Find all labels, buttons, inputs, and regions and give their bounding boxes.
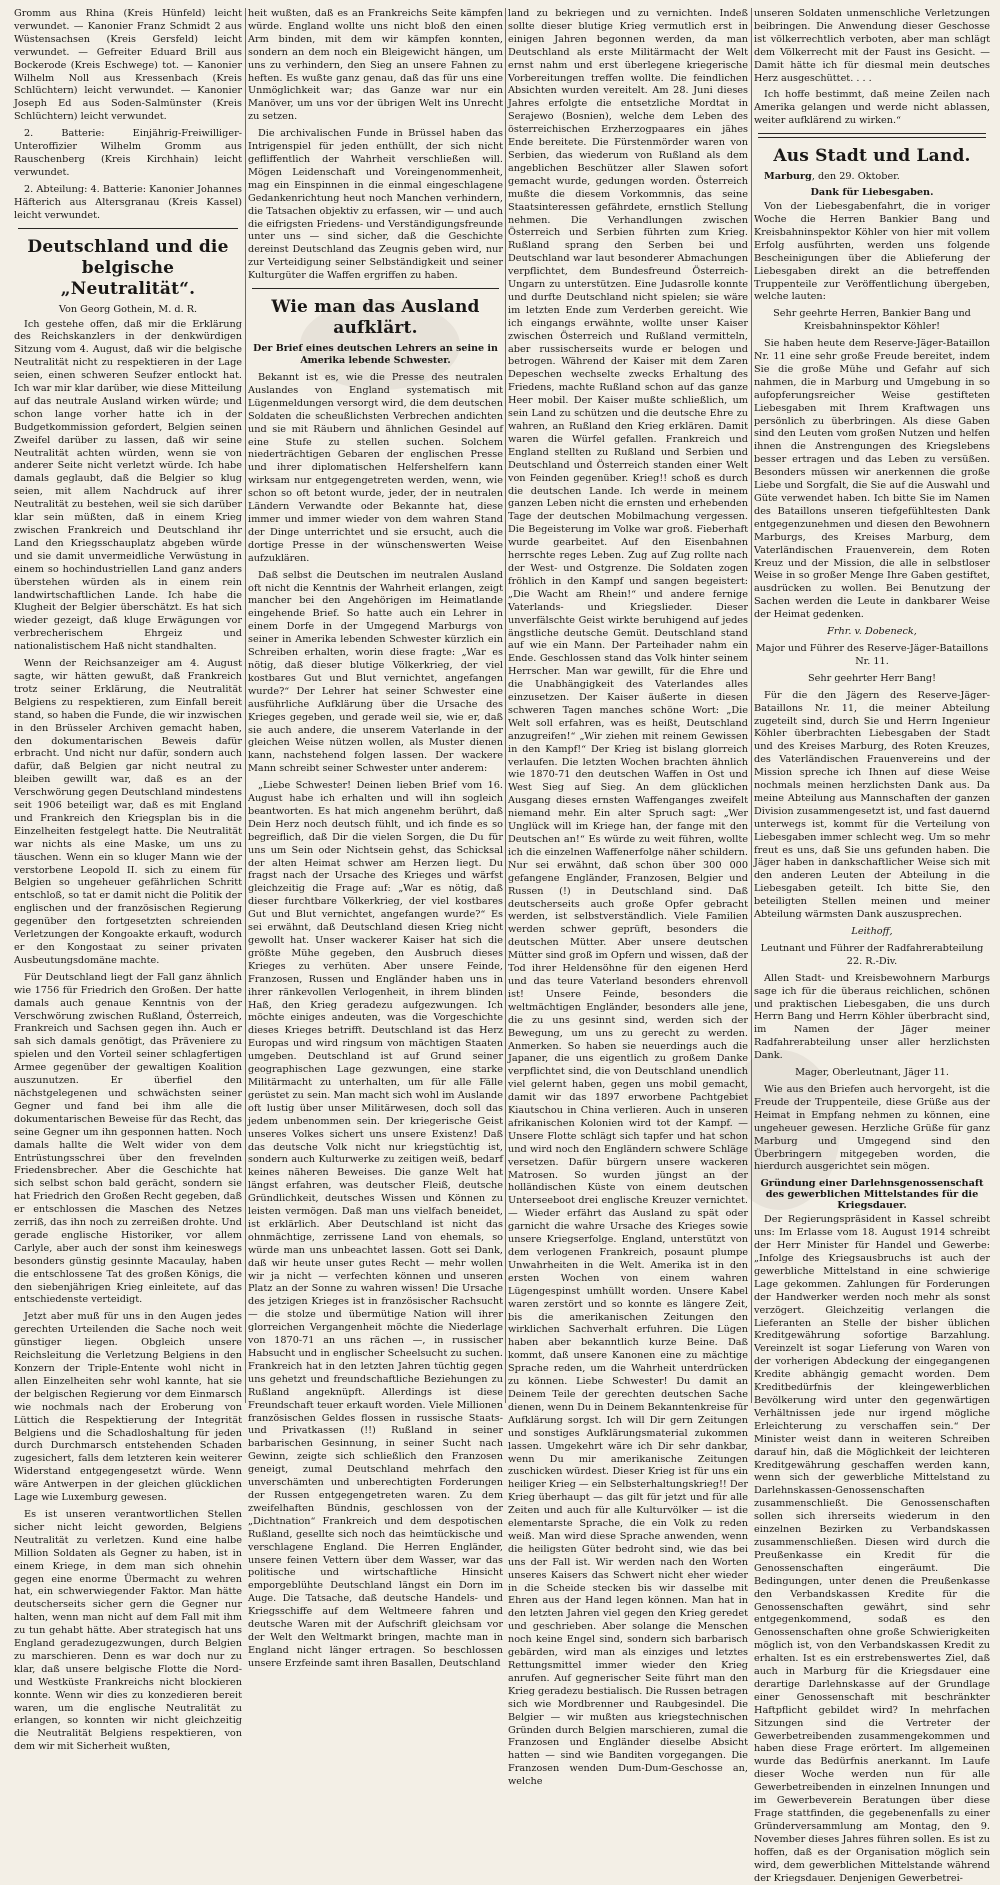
article-paragraph: Wenn der Reichsanzeiger am 4. August sagte, wir hätten gewußt, daß Frankreich trotz seiner Erklärung, die Neutralität Belgiens zu respektieren, zum Einfall bereit stand, so haben die Funde, die wir inzwischen in den Brüsseler Archiven gemacht haben, den dokumentarischen Beweis dafür erbracht. Und nicht nur dafür, sondern auch dafür, daß Belgien gar nicht neutral zu bleiben gewillt war, daß es an der Verschwörung gegen Deutschland mindestens seit 1906 beteiligt war, daß es mit England und Frankreich den Kriegsplan bis in die Einzelheiten festgelegt hatte. Die Neutralität war nichts als eine Maske, um uns zu täuschen. Wenn ein so kluger Mann wie der verstorbene Leopold II. sich zu einem für Belgien so ungeheuer gefährlichen Schritt entschloß, so tat er damit nicht die Politik der englischen und der französischen Regierung gegenüber den fortgesetzten schreienden Verletzungen der Kongoakte erkauft, wodurch er den Kongostaat zu seiner privaten Ausbeutungsdomäne machte.	[14, 658, 242, 966]
article-byline: Von Georg Gothein, M. d. R.	[58, 303, 198, 315]
article-paragraph: heit wußten, daß es an Frankreichs Seite kämpfen würde. England wollte uns nicht bloß den einen Arm binden, mit dem wir kämpfen konnten, sondern an dem noch ein Bleigewicht hängen, um uns zu verhindern, den Sieg an unsere Fahnen zu heften. Es wußte ganz genau, daß das für uns eine Unmöglichkeit war; das Ganze war nur ein Manöver, um uns vor der übrigen Welt ins Unrecht zu setzen.	[248, 8, 503, 123]
dateline	[754, 171, 990, 184]
news-paragraph: Von der Liebesgabenfahrt, die in voriger Woche die Herren Bankier Bang und Kreisbahninspektor Köhler von hier mit vollem Erfolg ausführten, werden uns folgende Bescheinigungen über die Ablieferung der Liebesgaben direkt an die betreffenden Truppenteile zur Veröffentlichung übergeben, welche lauten:	[754, 201, 990, 303]
letter-signature-title: Leutnant und Führer der Radfahrerabteilung 22. R.-Div.	[760, 942, 984, 967]
column-rule	[245, 8, 246, 1403]
letter-paragraph: Allen Stadt- und Kreisbewohnern Marburgs sage ich für die überaus reichlichen, schönen und praktischen Liebesgaben, die uns durch Herrn Bang und Herrn Köhler überbracht sind, im Namen der Jäger meiner Radfahrerabteilung unser aller herzlichsten Dank.	[754, 972, 990, 1062]
section-headline: Aus Stadt und Land.	[773, 146, 971, 167]
letter-paragraph: Ich hoffe bestimmt, daß meine Zeilen nach Amerika gelangen und werde nicht ablassen, weiter aufklärend zu wirken.“	[754, 89, 990, 127]
letter-salutation: Sehr geehrte Herren, Bankier Bang und Kreisbahninspektor Köhler!	[773, 308, 971, 333]
letter-paragraph: Sie haben heute dem Reserve-Jäger-Bataillon Nr. 11 eine sehr große Freude bereitet, indem Sie die große Mühe und Gefahr auf sich nahmen, die in Marburg und Umgebung in so aufopferungsreicher Weise gestifteten Liebesgaben mit Ihrem Kraftwagen uns persönlich zu überbringen. Als diese Gaben sind den Leuten vom großen Nutzen und helfen ihnen die Anstrengungen des Kriegslebens besser ertragen und das Leben zu versüßen. Besonders müssen wir anerkennen die große Liebe und Sorgfalt, die Sie auf die Auswahl und Güte verwendet haben. Ich bitte Sie im Namen des Bataillons unseren tiefgefühltesten Dank entgegenzunehmen und diesen den Bewohnern Marburgs, des Kreises Marburg, dem Vaterländischen Frauenverein, dem Roten Kreuz und der Mission, die alle in selbstloser Weise in so großer Menge Ihre Gaben gestiftet, ausdrücken zu wollen. Bei Benutzung der Sachen werden die Leute in dankbarer Weise der Heimat gedenken.	[754, 338, 990, 621]
letter-paragraph: unseren Soldaten unmenschliche Verletzungen beibringen. Die Anwendung dieser Geschosse ist völkerrechtlich verboten, aber man schlägt dem Völkerrecht mit der Faust ins Gesicht. — Damit hätte ich für diesmal mein deutsches Herz ausgeschüttet. . . .	[754, 8, 990, 84]
news-subheading: Dank für Liebesgaben.	[810, 187, 934, 199]
divider	[758, 133, 986, 138]
casualty-list-text: Gromm aus Rhina (Kreis Hünfeld) leicht verwundet. — Kanonier Franz Schmidt 2 aus Wüstensachsen (Kreis Gersfeld) leicht verwundet. — Gefreiter Eduard Brill aus Bockerode (Kreis Eschwege) tot. — Kanonier Wilhelm Noll aus Kressenbach (Kreis Schlüchtern) leicht verwundet. — Kanonier Joseph Ed aus Soden-Salmünster (Kreis Schlüchtern) leicht verwundet.	[14, 8, 242, 123]
casualty-list-text: 2. Abteilung: 4. Batterie: Kanonier Johannes Häfterich aus Altersgranau (Kreis Kassel) leicht verwundet.	[14, 183, 242, 221]
article-paragraph: Für Deutschland liegt der Fall ganz ähnlich wie 1756 für Friedrich den Großen. Der hatte damals auch genaue Kenntnis von der Verschwörung zwischen Rußland, Österreich, Frankreich und Sachsen gegen ihn. Auch er sah sich damals genötigt, das Präveniere zu spielen und den Vorteil seiner schlagfertigen Armee gegenüber der gewaltigen Koalition auszunutzen. Er überfiel den nächstgelegenen und schwächsten seiner Gegner und fand bei ihm alle die dokumentarischen Beweise für das Recht, das seine Gegner um ihn gesponnen hatten. Noch damals hallte die Welt wider von dem Entrüstungsschrei über den frevelnden Friedensbrecher. Aber die Geschichte hat sich selbst schon bald gerächt, sondern sie hat Friedrich den Großen Recht gegeben, daß er entschlossen die Maschen des Netzes zerriß, das ihn noch zu zerreißen drohte. Und gerade englische Historiker, vor allem Carlyle, aber auch der sonst ihm keineswegs besonders günstig gesinnte Macaulay, haben die entschlossene Tat des großen Königs, die den siebenjährigen Krieg einleitete, auf das entschiedenste verteidigt.	[14, 971, 242, 1306]
column-2	[248, 8, 503, 1669]
news-paragraph: Wie aus den Briefen auch hervorgeht, ist die Freude der Truppenteile, diese Grüße aus der Heimat in Empfang nehmen zu können, eine ungeheuer gewesen. Herzliche Grüße für ganz Marburg und Umgegend sind den Überbringern mitgegeben worden, die hierdurch ausgerichtet sein mögen.	[754, 1083, 990, 1173]
letter-signature: Mager, Oberleutnant, Jäger 11.	[795, 1067, 949, 1079]
column-rule	[751, 8, 752, 1403]
article-lead: Der Brief eines deutschen Lehrers an seine in Amerika lebende Schwester.	[253, 343, 498, 367]
letter-salutation: Sehr geehrter Herr Bang!	[808, 672, 936, 684]
article-headline: Deutschland und die belgische „Neutralität“.	[27, 236, 229, 299]
dateline-place: Marburg	[764, 171, 812, 183]
column-rule	[505, 8, 506, 1403]
column-4	[754, 8, 990, 1884]
article-paragraph: Es ist unseren verantwortlichen Stellen sicher nicht leicht geworden, Belgiens Neutralität zu verletzen. Kund eine halbe Million Soldaten als Gegner zu haben, ist in einem Kriege, in dem man sich ohnehin gegen eine enorme Übermacht zu wehren hat, ein schwerwiegender Faktor. Man hätte deutscherseits sicher gern die Gegner nur halten, wenn man nicht auf dem Fall mit ihm zu tun gehabt hätte. Aber strategisch hat uns England geradezugezwungen, durch Belgien zu marschieren. Denn es war doch nur zu klar, daß unsere belgische Flotte die Nord- und Westküste Frankreichs nicht blockieren konnte. Wenn wir dies zu konzedieren bereit waren, um die englische Neutralität zu erlangen, so konnten wir nicht gleichzeitig die Neutralität Belgiens respektieren, von dem wir mit Sicherheit wußten,	[14, 1508, 242, 1753]
column-3	[508, 8, 748, 1788]
divider	[252, 288, 499, 289]
news-subheading: Gründung einer Darlehnsgenossenschaft des gewerblichen Mittelstandes für die Kriegsdauer.	[760, 1178, 984, 1212]
article-paragraph: Daß selbst die Deutschen im neutralen Ausland oft nicht die Kenntnis der Wahrheit erlangen, zeigt mancher bei den Angehörigen im Heimatlande eingehende Brief. So hatte auch ein Lehrer in einem Dorfe in der Umgegend Marburgs von seiner in Amerika lebenden Schwester kürzlich ein Schreiben erhalten, worin diese fragte: „War es nötig, daß dieser blutige Völkerkrieg, der viel kostbares Gut und Blut vernichtet, angefangen wurde?“ Der Lehrer hat seiner Schwester eine ausführliche Aufklärung über die Ursache des Krieges gegeben, und gerade weil sie, wie er, daß sie auch andere, die unserem Vaterlande in der gleichen Weise nützen wollen, als Muster dienen kann, nachstehend folgen lassen. Der wackere Mann schreibt seiner Schwester unter anderem:	[248, 569, 503, 775]
divider	[18, 228, 238, 229]
letter-paragraph: „Liebe Schwester! Deinen lieben Brief vom 16. August habe ich erhalten und will ihn sogleich beantworten. Es hat mich angenehm berührt, daß Dein Herz noch deutsch fühlt, und ich finde es so begreiflich, daß Dir die vielen Sorgen, die Du für uns um Sein oder Nichtsein gehst, das Schicksal der alten Heimat schwer am Herzen liegt. Du fragst nach der Ursache des Krieges und wärfst gleichzeitig die Frage auf: „War es nötig, daß dieser furchtbare Völkerkrieg, der viel kostbares Gut und Blut vernichtet, angefangen wurde?“ Es sei erwähnt, daß Deutschland diesen Krieg nicht gewollt hat. Unser wackerer Kaiser hat sich die größte Mühe gegeben, den Ausbruch dieses Krieges zu verhüten. Aber unsere Feinde, Franzosen, Russen und Engländer haben uns in ihrer ränkevollen Verlogenheit, in ihrem blinden Haß, den Krieg geradezu aufgezwungen. Ich möchte einiges andeuten, was die Vorgeschichte dieses Krieges betrifft. Deutschland ist das Herz Europas und wird ringsum von mächtigen Staaten umgeben. Deutschland ist auf Grund seiner geographischen Lage gezwungen, eine starke Militärmacht zu unterhalten, um für alle Fälle gerüstet zu sein. Man macht sich wohl im Auslande oft lustig über unser Militärwesen, doch soll das jedem unbenommen sein. Der kriegerische Geist unseres Volkes sichert uns unsere Existenz! Daß das deutsche Volk nicht nur kriegstüchtig ist, sondern auch Kulturwerke zu zeitigen weiß, bedarf keines näheren Beweises. Die ganze Welt hat längst erfahren, was deutscher Fleiß, deutsche Gründlichkeit, deutsches Wissen und Können zu leisten vermögen. Daß man uns vielfach beneidet, ist erklärlich. Aber Deutschland ist nicht das ohnmächtige, zerrissene Land von ehemals, so würde man uns unbeachtet lassen. Gott sei Dank, daß wir heute unser gutes Recht — mehr wollen wir ja nicht — verfechten können und unseren Platz an der Sonne zu wahren wissen! Die Ursache des jetzigen Krieges ist in französischer Rachsucht — die stolze und übermütige Nation will ihrer glorreichen Vergangenheit möchte die Niederlage von 1870-71 an uns rächen —, in russischer Habsucht und in englischer Scheelsucht zu suchen. Frankreich hat in den letzten Jahren tüchtig gegen uns gehetzt und freundschaftliche Beziehungen zu Rußland angeknüpft. Allerdings ist diese Freundschaft teuer erkauft worden. Viele Millionen französischen Geldes flossen in russische Staats- und Privatkassen (!!) Rußland in seiner barbarischen Gesinnung, in seiner Sucht nach Gewinn, zeigte sich schließlich den Franzosen geneigt, zumal Deutschland mehrfach den unverschämten und unberechtigten Forderungen der Russen entgegengetreten waren. Zu dem zweifelhaften Bündnis, geschlossen von der „Dichtnation“ Frankreich und dem despotischen Rußland, gesellte sich noch das heimtückische und verschlagene England. Die Herren Engländer, unsere feinen Vettern über dem Wasser, war das politische und wirtschaftliche Hinsicht emporgeblühte Deutschland längst ein Dorn im Auge. Die Tatsache, daß deutsche Handels- und Kriegsschiffe auf dem Weltmeere fahren und deutsche Waren mit der Aufschrift gleichsam vor der Welt den Weltmarkt bringen, machte man in England nicht länger ertragen. So beschlossen unsere Erzfeinde samt ihren Basallen, Deutschland	[248, 780, 503, 1669]
article-paragraph: Jetzt aber muß für uns in den Augen jedes gerechten Urteilenden die Sache noch weit günstiger liegen. Obgleich unsere Reichsleitung die Verletzung Belgiens in den Konzern der Triple-Entente wohl nicht in allen Einzelheiten sehr wohl kannte, hat sie der belgischen Regierung vor dem Einmarsch wie nochmals nach der Eroberung von Lüttich die Respektierung der Integrität Belgiens und die Schadloshaltung für jeden durch Durchmarsch entstehenden Schaden zugesichert, falls dem letzteren kein weiterer Widerstand entgegengesetzt würde. Wenn wäre Antwerpen in der gleichen glücklichen Lage wie Luxemburg gewesen.	[14, 1311, 242, 1504]
article-paragraph: Ich gestehe offen, daß mir die Erklärung des Reichskanzlers in der denkwürdigen Sitzung vom 4. August, daß wir die belgische Neutralität nicht zu respektieren in der Lage seien, einen schweren Seufzer entlockt hat. Ich war mir klar darüber, wie diese Mitteilung auf das neutrale Ausland wirken würde; und schon lange vorher hatte ich in der Budgetkommission gefordert, Belgien seinen Zweifel darüber zu lassen, daß wir seine Neutralität achten würden, wenn sie von anderer Seite nicht verletzt würde. Ich habe damals geglaubt, daß die Belgier so klug seien, mit allem Nachdruck auf ihrer Neutralität zu bestehen, weil sie sich darüber klar sein müßten, daß in einem Krieg zwischen Frankreich und Deutschland ihr Land den Kriegsschauplatz abgeben würde und sie damit unvermeidliche Verwüstung in einem so hochindustriellen Land ganz anders überstehen würden als in einem rein landwirtschaftlichen Lande. Ich habe die Klugheit der Belgier überschätzt. Es hat sich wieder gezeigt, daß kluge Erwägungen vor verbrecherischem Ehrgeiz und nationalistischem Haß nicht standhalten.	[14, 318, 242, 653]
article-paragraph: Bekannt ist es, wie die Presse des neutralen Auslandes von England systematisch mit Lügenmeldungen versorgt wird, die dem deutschen Soldaten die scheußlichsten Verbrechen andichten und sie mit Räubern und ähnlichen Gesindel auf eine Stufe zu stellen suchen. Solchem niederträchtigen Gebaren der englischen Presse und ihrer diplomatischen Helfershelfern kann wirksam nur entgegengetreten werden, wenn, wie schon so oft betont wurde, jeder, der in neutralen Ländern Verwandte oder Bekannte hat, diese immer und immer wieder von dem wahren Stand der Dinge unterrichtet und sie ersucht, auch die dortige Presse in der wünschenswerten Weise aufzuklären.	[248, 372, 503, 564]
letter-signature: Leithoff,	[851, 926, 893, 937]
casualty-list-text: 2. Batterie: Einjährig-Freiwilliger-Unteroffizier Wilhelm Gromm aus Rauschenberg (Kreis Kirchhain) leicht verwundet.	[14, 128, 242, 178]
letter-paragraph: Für die den Jägern des Reserve-Jäger-Bataillons Nr. 11, die meiner Abteilung zugeteilt sind, durch Sie und Herrn Ingenieur Köhler überbrachten Liebesgaben der Stadt und des Kreises Marburg, des Roten Kreuzes, des Vaterländischen Frauenvereins und der Mission spreche ich Ihnen auf diese Weise nochmals meinen herzlichsten Dank aus. Da meine Abteilung aus Mannschaften der ganzen Division zusammengesetzt ist, und fast dauernd unterwegs ist, kommt für die Verteilung von Liebesgaben immer schlecht weg. Um so mehr freut es uns, daß Sie uns gefunden haben. Die Jäger haben in dankschaftlicher Weise sich mit den anderen Leuten der Abteilung in die Liebesgaben geteilt. Ich bitte Sie, den beteiligten Stellen meinen und meiner Abteilung wärmsten Dank auszusprechen.	[754, 689, 990, 921]
dateline-date: , den 29. Oktober.	[811, 171, 900, 183]
article-headline: Wie man das Ausland aufklärt.	[271, 297, 480, 339]
column-1	[14, 8, 242, 1753]
letter-signature-title: Major und Führer des Reserve-Jäger-Bataillons Nr. 11.	[755, 642, 989, 667]
article-paragraph: Die archivalischen Funde in Brüssel haben das Intrigenspiel für jeden enthüllt, der sich nicht gefliffentlich der Wahrheit verschließen will. Mögen Leidenschaft und Voreingenommenheit, mag ein Einspinnen in die einmal eingeschlagene Gedankenrichtung heut noch Manchen verhindern, die Tatsachen objektiv zu erfassen, wir — und auch die eifrigsten Friedens- und Verständigungsfreunde unter uns — sind sicher, daß die Geschichte dereinst Deutschland das Zeugnis geben wird, nur zur Verteidigung seiner Selbständigkeit und seiner Kulturgüter die Waffen ergriffen zu haben.	[248, 128, 503, 282]
letter-signature: Frhr. v. Dobeneck,	[827, 626, 917, 638]
news-paragraph: Der Regierungspräsident in Kassel schreibt uns: Im Erlasse vom 18. August 1914 schreibt der Herr Minister für Handel und Gewerbe: „Infolge des Kriegsausbruchs ist auch der gewerbliche Mittelstand in eine schwierige Lage gekommen. Zahlungen für Forderungen der Handwerker werden noch mehr als sonst verzögert. Gleichzeitig verlangen die Lieferanten an Stelle der bisher üblichen Kreditgewährung sofortige Barzahlung. Vereinzelt ist sogar Lieferung von Waren von der vorherigen Abdeckung der eingegangenen Kredite abhängig gemacht worden. Dem Kreditbedürfnis der kleingewerblichen Bevölkerung wird unter den gegenwärtigen Verhältnissen jede nur irgend mögliche Erleichterung zu verschaffen sein.“ Der Minister weist dann in weiteren Schreiben darauf hin, daß die Möglichkeit der leichteren Kreditgewährung geschaffen werden kann, wenn sich der gewerbliche Mittelstand zu Darlehnskassen-Genossenschaften zusammenschließt. Die Genossenschaften sollen sich ihrerseits wiederum in den einzelnen Bezirken zu Verbandskassen zusammenschließen. Diesen wird durch die Preußenkasse ein Kredit für die Genossenschaften eingeräumt. Die Bedingungen, unter denen die Preußenkasse den Verbandskassen Kredite für die Genossenschaften gewährt, sind sehr entgegenkommend, sodaß es den Genossenschaften ohne große Schwierigkeiten möglich ist, von den Verbandskassen Kredit zu erhalten. Ist es ein erstrebenswertes Ziel, daß auch in Marburg für die Kriegsdauer eine derartige Darlehnskasse auf der Grundlage einer Genossenschaft mit beschränkter Haftpflicht gebildet wird? In mehrfachen Sitzungen sind die Vertreter der Gewerbetreibenden zusammengekommen und haben diese Frage erörtert. Im allgemeinen wurde das Bedürfnis anerkannt. Im Laufe dieser Woche werden nun für alle Gewerbetreibenden in einzelnen Innungen und im Gewerbeverein Beratungen über diese Frage stattfinden, die gegebenenfalls zu einer Gründerversammlung am Montag, den 9. November dieses Jahres führen sollen. Es ist zu hoffen, daß es der Organisation möglich sein wird, dem gewerblichen Mittelstande während der Kriegsdauer. Denjenigen Gewerbetrei-	[754, 1214, 990, 1884]
letter-paragraph: land zu bekriegen und zu vernichten. Indeß sollte dieser blutige Krieg vermutlich erst in einigen Jahren begonnen werden, da man Deutschland als erste Militärmacht der Welt ernst nahm und erst überlegene kriegerische Vorbereitungen treffen wollte. Die feindlichen Absichten wurden vereitelt. Am 28. Juni dieses Jahres erfolgte die entsetzliche Mordtat in Serajewo (Bosnien), welche dem Leben des österreichischen Erzherzogpaares ein jähes Ende bereitete. Die Fürstenmörder waren von Serbien, das wiederum von Rußland als dem angeblichen Beschützer aller Slawen sofort gemacht wurde, gedungen worden. Österreich mußte die diesem Vorkommnis, das seine Staatsinteressen gefährdete, ernstlich Stellung nehmen. Die Verhandlungen zwischen Österreich und Serbien führten zum Krieg. Rußland sprang den Serben bei und Deutschland war laut besonderer Abmachungen verpflichtet, dem Bundesfreund Österreich-Ungarn zu unterstützen. Eine Judasrolle konnte und durfte Deutschland nicht spielen; sie wäre im letzten Ende zum Verderben gereicht. Wie ich eingangs erwähnte, wollte unser Kaiser zwischen Österreich und Rußland vermitteln, aber russischerseits wurde er belogen und betrogen. Während der Kaiser mit dem Zaren Depeschen wechselte zwecks Erhaltung des Friedens, machte Rußland schon auf das ganze Heer mobil. Der Kaiser mußte schließlich, um sein Land zu schützen und die deutsche Ehre zu wahren, an Rußland den Krieg erklären. Damit waren die Würfel gefallen. Frankreich und England stellten zu Rußland und Serbien und Deutschland und Österreich standen einer Welt von Feinden gegenüber. Krieg!! schoß es durch die deutschen Lande. Ich werde in meinem ganzen Leben nicht die ernsten und erhebenden Tage der deutschen Mobilmachung vergessen. Die Begeisterung im Volke war groß. Fieberhaft wurde gearbeitet. Auf den Eisenbahnen herrschte reges Leben. Zug auf Zug rollte nach der West- und Ostgrenze. Die Soldaten zogen fröhlich in den Kampf und sangen begeistert: „Die Wacht am Rhein!“ und andere fernige Vaterlands- und Kriegslieder. Dieser unverfälschte Geist wirkte beruhigend auf jedes ängstliche deutsche Gemüt. Deutschland stand auf wie ein Mann. Der Parteihader nahm ein Ende. Geschlossen stand das Volk hinter seinem Herrscher. Man war gewillt, für die Ehre und die Unabhängigkeit des Vaterlandes alles einzusetzen. Der Kaiser äußerte in diesen schweren Tagen manches schöne Wort: „Die Welt soll erfahren, was es heißt, Deutschland anzugreifen!“ „Wir ziehen mit reinem Gewissen in den Kampf!“ Der Krieg ist bislang glorreich verlaufen. Die letzten Wochen brachten ähnlich wie 1870-71 den deutschen Waffen in Ost und West Sieg auf Sieg. An dem glücklichen Ausgang dieses ernsten Waffenganges zweifelt niemand mehr. Ein alter Spruch sagt: „Wer Unglück will im Kriege han, der fange mit den Deutschen an!“ Es würde zu weit führen, wollte ich die einzelnen Waffenerfolge näher schildern. Nur sei erwähnt, daß schon über 300 000 gefangene Engländer, Franzosen, Belgier und Russen (!) in Deutschland sind. Daß deutscherseits auch große Opfer gebracht werden, ist selbstverständlich. Viele Familien werden schwer geprüft, besonders die deutschen Mütter. Aber unsere deutschen Mütter sind groß im Opfern und wissen, daß der Tod ihrer Heldensöhne für den eigenen Herd und das teure Vaterland besonders ehrenvoll ist! Unsere Feinde, besonders die weltmächtigen Engländer, besonders alle jene, die zu uns gesinnt sind, werden sich der Bewegung, um uns zu gerecht zu werden. Anmerken. So haben sie neuerdings auch die Japaner, die uns eigentlich zu großem Danke verpflichtet sind, die von Deutschland unendlich viel gelernt haben, gegen uns mobil gemacht, damit wir das 1897 erworbene Pachtgebiet Kiautschou in China verlieren. Auch in unseren afrikanischen Kolonien wird tot der Kampf. — Unsere Flotte schlägt sich tapfer und hat schon und wird noch den Engländern schwere Schläge versetzen. Dafür bürgern unsere wackeren Matrosen. So wurden jüngst an der holländischen Küste von einem deutschen Unterseeboot drei englische Kreuzer vernichtet. — Wieder erfährt das Ausland zu spät oder garnicht die wahre Ursache des Krieges sowie unsere Kriegserfolge. England, unterstützt von dem verlogenen Frankreich, posaunt plumpe Unwahrheiten in die Welt. Amerika ist in den ersten Wochen von einem wahren Lügengespinst umhüllt worden. Unsere Kabel waren zerstört und so konnte es längere Zeit, bis die amerikanischen Zeitungen den wirklichen Sachverhalt erfuhren. Die Lügen haben aber bekanntlich kurze Beine. Daß kommt, daß unsere Kanonen eine zu mächtige Sprache reden, um die Wahrheit unterdrücken zu können. Liebe Schwester! Du damit an Deinem Teile der gerechten deutschen Sache dienen, wenn Du in Deinem Bekanntenkreise für Aufklärung sorgst. Ich will Dir gern Zeitungen und sonstiges Aufklärungsmaterial zukommen lassen. Umgekehrt wäre ich Dir sehr dankbar, wenn Du mir amerikanische Zeitungen zuschicken würdest. Dieser Krieg ist für uns ein heiliger Krieg — ein Selbsterhaltungskrieg!! Der Krieg überhaupt — das gilt für jetzt und für alle Zeiten und auch für alle Kulturvölker — ist die elementarste Sprache, die ein Volk zu reden weiß. Man wird diese Sprache anwenden, wenn die heiligsten Güter bedroht sind, wie das bei uns der Fall ist. Wir werden nach den Worten unseres Kaisers das Schwert nicht eher wieder in die Scheide stecken bis wir dasselbe mit Ehren aus der Hand legen können. Man hat in den letzten Jahren viel gegen den Krieg geredet und geschrieben. Aber solange die Menschen noch keine Engel sind, sondern sich barbarisch gebärden, wird man als einziges und letztes Rettungsmittel immer wieder den Krieg anrufen. Auf gegnerischer Seite führt man den Krieg geradezu bestialisch. Die Russen betragen sich wie Mordbrenner und Raubgesindel. Die Belgier — wir mußten aus kriegstechnischen Gründen durch Belgien marschieren, zumal die Franzosen und Engländer dieselbe Absicht hatten — sind wie Banditen vorgegangen. Die Franzosen wenden Dum-Dum-Geschosse an, welche	[508, 8, 748, 1788]
